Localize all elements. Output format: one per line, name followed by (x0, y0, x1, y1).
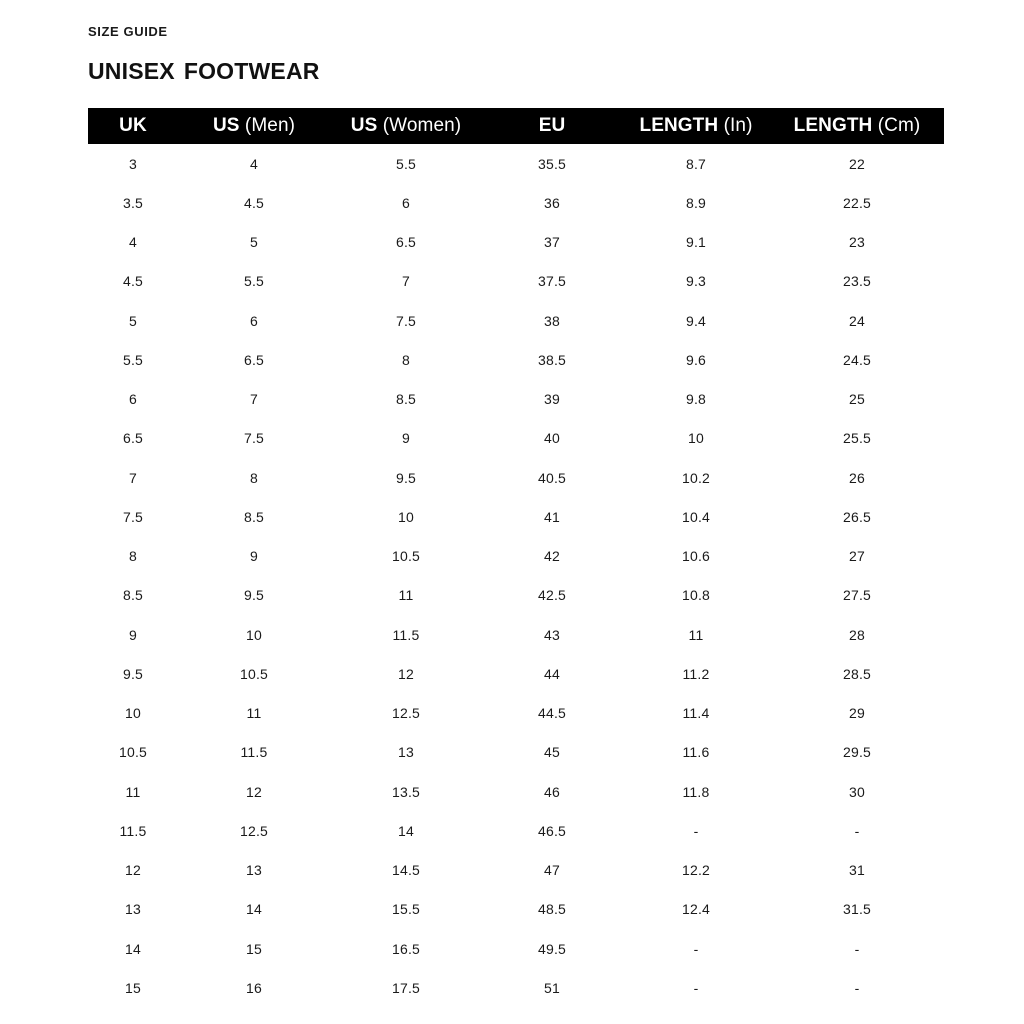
size-chart-table (88, 108, 944, 1008)
cell-usm: 14 (178, 890, 330, 929)
cell-lcm: 31 (770, 851, 944, 890)
cell-uk: 6.5 (88, 419, 178, 458)
table-row (88, 262, 944, 301)
cell-usw: 14 (330, 811, 482, 850)
cell-uk: 15 (88, 968, 178, 1007)
cell-usw: 6.5 (330, 223, 482, 262)
cell-usm: 11 (178, 694, 330, 733)
cell-usm: 5 (178, 223, 330, 262)
cell-usm: 12 (178, 772, 330, 811)
table-row (88, 183, 944, 222)
table-row (88, 811, 944, 850)
cell-eu: 43 (482, 615, 622, 654)
cell-lcm: 29.5 (770, 733, 944, 772)
cell-lcm: 25.5 (770, 419, 944, 458)
column-header-lcm (770, 108, 944, 144)
cell-uk: 13 (88, 890, 178, 929)
cell-uk: 4 (88, 223, 178, 262)
table-row (88, 380, 944, 419)
table-row (88, 890, 944, 929)
cell-usm: 10 (178, 615, 330, 654)
column-header-strong: LENGTH (639, 115, 719, 136)
cell-eu: 51 (482, 968, 622, 1007)
cell-lcm: 27 (770, 537, 944, 576)
column-header-usm (178, 108, 330, 144)
cell-eu: 37 (482, 223, 622, 262)
cell-usw: 15.5 (330, 890, 482, 929)
cell-usm: 16 (178, 968, 330, 1007)
cell-usw: 8.5 (330, 380, 482, 419)
cell-eu: 38 (482, 301, 622, 340)
cell-lin: 11.6 (622, 733, 770, 772)
page-title-word-2: FOOTWEAR (183, 58, 320, 84)
cell-lin: 10.2 (622, 458, 770, 497)
column-header-qualifier: (Men) (239, 115, 296, 136)
cell-lcm: - (770, 929, 944, 968)
cell-lcm: 23.5 (770, 262, 944, 301)
cell-eu: 49.5 (482, 929, 622, 968)
table-header (88, 108, 944, 144)
cell-usw: 7.5 (330, 301, 482, 340)
column-header-uk (88, 108, 178, 144)
cell-eu: 37.5 (482, 262, 622, 301)
cell-lin: 10.8 (622, 576, 770, 615)
column-header-strong: US (350, 115, 378, 136)
table-row (88, 929, 944, 968)
cell-eu: 36 (482, 183, 622, 222)
page-title-word-1: UNISEX (88, 58, 175, 84)
cell-lin: 10.6 (622, 537, 770, 576)
table-row (88, 497, 944, 536)
cell-lin: 8.9 (622, 183, 770, 222)
cell-usw: 17.5 (330, 968, 482, 1007)
cell-usw: 10.5 (330, 537, 482, 576)
cell-lcm: 25 (770, 380, 944, 419)
cell-usw: 9.5 (330, 458, 482, 497)
cell-uk: 10.5 (88, 733, 178, 772)
cell-uk: 5.5 (88, 340, 178, 379)
cell-usw: 8 (330, 340, 482, 379)
cell-usm: 8 (178, 458, 330, 497)
cell-usw: 13 (330, 733, 482, 772)
cell-eu: 47 (482, 851, 622, 890)
cell-usm: 7 (178, 380, 330, 419)
cell-uk: 12 (88, 851, 178, 890)
table-row (88, 772, 944, 811)
cell-lcm: 22.5 (770, 183, 944, 222)
cell-eu: 46 (482, 772, 622, 811)
cell-usm: 13 (178, 851, 330, 890)
table-row (88, 694, 944, 733)
cell-usm: 15 (178, 929, 330, 968)
cell-usm: 7.5 (178, 419, 330, 458)
page-title (88, 57, 320, 85)
cell-usw: 5.5 (330, 144, 482, 183)
column-header-usw (330, 108, 482, 144)
cell-lin: 9.4 (622, 301, 770, 340)
cell-lin: 11 (622, 615, 770, 654)
cell-uk: 10 (88, 694, 178, 733)
cell-lcm: 23 (770, 223, 944, 262)
cell-lcm: 26 (770, 458, 944, 497)
cell-eu: 39 (482, 380, 622, 419)
cell-usm: 8.5 (178, 497, 330, 536)
cell-lcm: 28.5 (770, 654, 944, 693)
cell-usm: 10.5 (178, 654, 330, 693)
cell-lin: 12.4 (622, 890, 770, 929)
column-header-qualifier: (Women) (377, 115, 462, 136)
cell-eu: 40 (482, 419, 622, 458)
cell-lcm: 22 (770, 144, 944, 183)
cell-usm: 4 (178, 144, 330, 183)
table-row (88, 851, 944, 890)
table-row (88, 419, 944, 458)
table-row (88, 968, 944, 1007)
cell-uk: 11 (88, 772, 178, 811)
table-body (88, 144, 944, 1008)
cell-lcm: 24 (770, 301, 944, 340)
cell-uk: 3 (88, 144, 178, 183)
cell-usw: 11 (330, 576, 482, 615)
cell-eu: 35.5 (482, 144, 622, 183)
cell-lcm: 24.5 (770, 340, 944, 379)
cell-usm: 9.5 (178, 576, 330, 615)
cell-eu: 42 (482, 537, 622, 576)
cell-uk: 9 (88, 615, 178, 654)
table-row (88, 733, 944, 772)
table-row (88, 458, 944, 497)
cell-lin: 9.3 (622, 262, 770, 301)
cell-usw: 12 (330, 654, 482, 693)
cell-usm: 9 (178, 537, 330, 576)
cell-usw: 7 (330, 262, 482, 301)
cell-usm: 6 (178, 301, 330, 340)
cell-lin: 9.8 (622, 380, 770, 419)
cell-lin: 10.4 (622, 497, 770, 536)
cell-lcm: 29 (770, 694, 944, 733)
column-header-qualifier: (In) (718, 115, 753, 136)
cell-lin: 10 (622, 419, 770, 458)
column-header-eu (482, 108, 622, 144)
cell-usm: 6.5 (178, 340, 330, 379)
cell-lin: 8.7 (622, 144, 770, 183)
column-header-strong: LENGTH (793, 115, 873, 136)
cell-lcm: 31.5 (770, 890, 944, 929)
column-header-qualifier: (Cm) (872, 115, 921, 136)
cell-uk: 4.5 (88, 262, 178, 301)
cell-eu: 40.5 (482, 458, 622, 497)
table-row (88, 301, 944, 340)
cell-lin: 11.8 (622, 772, 770, 811)
cell-usm: 4.5 (178, 183, 330, 222)
cell-uk: 6 (88, 380, 178, 419)
cell-eu: 41 (482, 497, 622, 536)
column-header-strong: UK (119, 115, 147, 136)
cell-usw: 9 (330, 419, 482, 458)
cell-lcm: 28 (770, 615, 944, 654)
cell-eu: 44.5 (482, 694, 622, 733)
cell-eu: 48.5 (482, 890, 622, 929)
column-header-lin (622, 108, 770, 144)
cell-lin: 9.6 (622, 340, 770, 379)
cell-eu: 42.5 (482, 576, 622, 615)
cell-uk: 7.5 (88, 497, 178, 536)
cell-uk: 3.5 (88, 183, 178, 222)
cell-uk: 7 (88, 458, 178, 497)
cell-eu: 44 (482, 654, 622, 693)
table-row (88, 340, 944, 379)
cell-eu: 38.5 (482, 340, 622, 379)
cell-usw: 13.5 (330, 772, 482, 811)
cell-uk: 14 (88, 929, 178, 968)
cell-uk: 9.5 (88, 654, 178, 693)
cell-usm: 5.5 (178, 262, 330, 301)
column-header-strong: US (212, 115, 240, 136)
cell-lin: - (622, 968, 770, 1007)
cell-uk: 8.5 (88, 576, 178, 615)
cell-lin: - (622, 929, 770, 968)
cell-eu: 46.5 (482, 811, 622, 850)
cell-usw: 10 (330, 497, 482, 536)
cell-usm: 11.5 (178, 733, 330, 772)
cell-lin: 11.4 (622, 694, 770, 733)
cell-lcm: 27.5 (770, 576, 944, 615)
cell-usw: 16.5 (330, 929, 482, 968)
cell-lcm: - (770, 968, 944, 1007)
eyebrow-label: SIZE GUIDE (88, 24, 168, 39)
table-row (88, 537, 944, 576)
cell-lcm: 30 (770, 772, 944, 811)
cell-uk: 11.5 (88, 811, 178, 850)
column-header-strong: EU (538, 115, 566, 136)
cell-lin: - (622, 811, 770, 850)
cell-usw: 14.5 (330, 851, 482, 890)
table-row (88, 615, 944, 654)
cell-usm: 12.5 (178, 811, 330, 850)
cell-uk: 5 (88, 301, 178, 340)
table-row (88, 576, 944, 615)
table-row (88, 654, 944, 693)
cell-lin: 11.2 (622, 654, 770, 693)
cell-eu: 45 (482, 733, 622, 772)
table-row (88, 223, 944, 262)
table-header-row (88, 108, 944, 144)
cell-lcm: - (770, 811, 944, 850)
cell-lin: 12.2 (622, 851, 770, 890)
cell-uk: 8 (88, 537, 178, 576)
cell-usw: 11.5 (330, 615, 482, 654)
table-row (88, 144, 944, 183)
cell-lcm: 26.5 (770, 497, 944, 536)
cell-usw: 12.5 (330, 694, 482, 733)
cell-lin: 9.1 (622, 223, 770, 262)
cell-usw: 6 (330, 183, 482, 222)
